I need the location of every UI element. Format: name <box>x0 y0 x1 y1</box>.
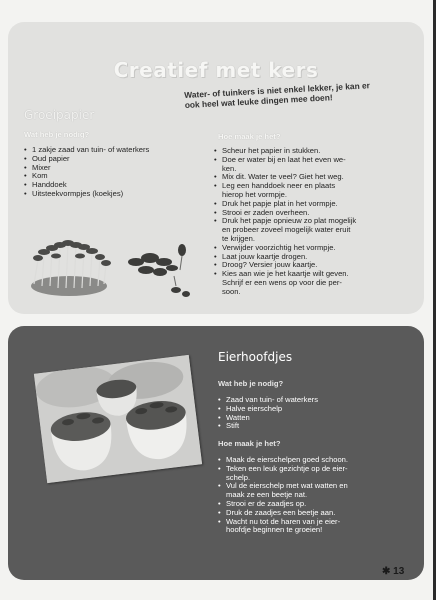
list-item: • Droog? Versier jouw kaartje. <box>214 261 404 270</box>
list-item: • Doe er water bij en laat het even we- <box>214 156 404 165</box>
list-item: maak ze een beetje nat. <box>226 490 308 500</box>
list-item: • Halve eierschelp <box>218 405 398 414</box>
list-item: • Leg een handdoek neer en plaats <box>214 182 404 191</box>
eierhoofdjes-steps-heading: Hoe maak je het? <box>218 439 281 448</box>
eierhoofdjes-heading: Eierhoofdjes <box>218 350 293 364</box>
groeipapier-needs-list <box>24 146 204 199</box>
list-item: • Watten <box>218 414 398 423</box>
list-item: • Wacht nu tot de haren van je eier- <box>218 518 398 527</box>
list-item: • Zaad van tuin- of waterkers <box>218 396 398 405</box>
list-item: hoofdje beginnen te groeien! <box>226 525 323 535</box>
list-item: • Druk het papje plat in het vormpje. <box>214 200 404 209</box>
list-item: en probeer zoveel mogelijk water eruit <box>222 225 351 235</box>
list-item: ken. <box>222 163 237 173</box>
groeipapier-needs-heading: Wat heb je nodig? <box>24 130 90 139</box>
page-number-value: 13 <box>393 566 405 577</box>
list-item: • Kom <box>24 172 204 181</box>
list-item: • Strooi er de zaadjes op. <box>218 500 398 509</box>
list-item: • Oud papier <box>24 155 204 164</box>
list-item: • Mix dit. Water te veel? Giet het weg. <box>214 173 404 182</box>
list-item: • Laat jouw kaartje drogen. <box>214 253 404 262</box>
list-item: • Teken een leuk gezichtje op de eier- <box>218 465 398 474</box>
cress-leaves-image <box>124 240 194 300</box>
list-item: soon. <box>222 286 241 296</box>
list-item: • Strooi er zaden overheen. <box>214 209 404 218</box>
groeipapier-steps-list <box>214 147 404 297</box>
list-item: • Mixer <box>24 164 204 173</box>
list-item: schelp. <box>226 472 251 482</box>
eierhoofdjes-needs-heading: Wat heb je nodig? <box>218 379 284 388</box>
groeipapier-heading: Groeipapier <box>24 108 95 122</box>
list-item: • Vul de eierschelp met wat watten en <box>218 482 398 491</box>
list-item: • Handdoek <box>24 181 204 190</box>
list-item: • Uitsteekvormpjes (koekjes) <box>24 190 204 199</box>
list-item: Schrijf er een wens op voor die per- <box>222 277 342 287</box>
list-item: hierop het vormpje. <box>222 189 288 199</box>
page-title: Creatief met kers <box>113 58 319 82</box>
list-item: • Kies aan wie je het kaartje wilt geven. <box>214 270 404 279</box>
egg-heads-photo <box>34 355 202 483</box>
list-item: • Stift <box>218 422 398 431</box>
list-item: • Maak de eierschelpen goed schoon. <box>218 456 398 465</box>
list-item: te krijgen. <box>222 233 255 243</box>
cress-sprout-image <box>24 236 114 300</box>
eierhoofdjes-needs-list <box>218 396 398 431</box>
page-subtitle: Water- of tuinkers is niet enkel lekker, je kan er ook heel wat leuke dingen mee doen! <box>184 80 371 110</box>
page-number: ✱ 13 <box>382 566 405 577</box>
list-item: • Verwijder voorzichtig het vormpje. <box>214 244 404 253</box>
list-item: • Druk het papje opnieuw zo plat mogelijk <box>214 217 404 226</box>
list-item: • 1 zakje zaad van tuin- of waterkers <box>24 146 204 155</box>
eierhoofdjes-steps-list <box>218 456 398 535</box>
list-item: • Druk de zaadjes een beetje aan. <box>218 509 398 518</box>
groeipapier-steps-heading: Hoe maak je het? <box>218 132 281 141</box>
list-item: • Scheur het papier in stukken. <box>214 147 404 156</box>
